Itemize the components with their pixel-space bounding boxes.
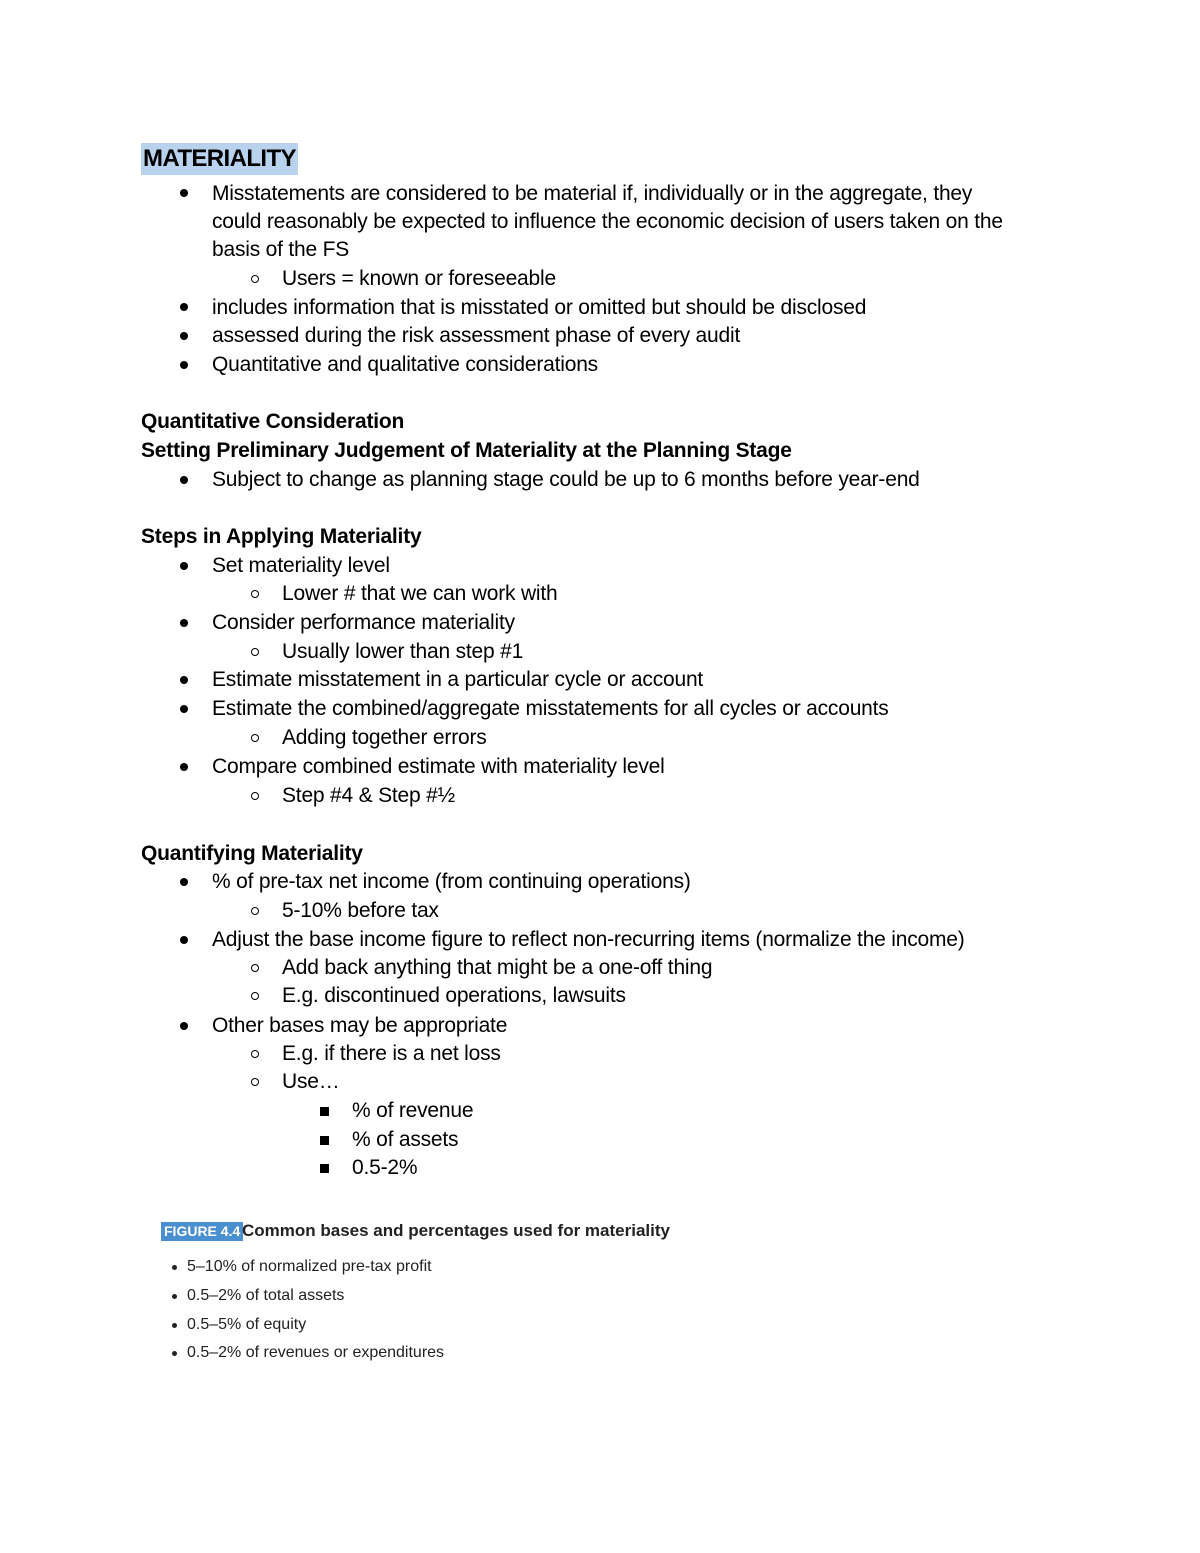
bullet-icon xyxy=(180,1022,188,1030)
sub-bullet-icon xyxy=(251,1050,259,1058)
sub-list-item: Adding together errors xyxy=(282,726,487,749)
list-item: Quantitative and qualitative considerations xyxy=(212,353,598,376)
section-heading-quantifying: Quantifying Materiality xyxy=(141,842,363,865)
figure-bullet-icon xyxy=(172,1294,177,1299)
sub-sub-list-item: 0.5-2% xyxy=(352,1156,418,1179)
sub-bullet-icon xyxy=(251,992,259,1000)
list-item: assessed during the risk assessment phase of every audit xyxy=(212,324,741,347)
figure-list-item: 0.5–2% of total assets xyxy=(187,1287,345,1304)
sub-list-item: 5-10% before tax xyxy=(282,899,439,922)
bullet-icon xyxy=(180,676,188,684)
sub-bullet-icon xyxy=(251,275,259,283)
sub-bullet-icon xyxy=(251,907,259,915)
list-item: Other bases may be appropriate xyxy=(212,1014,508,1037)
square-bullet-icon xyxy=(320,1107,329,1116)
list-item: Subject to change as planning stage could be up to 6 months before year-end xyxy=(212,468,920,491)
subsection-heading-preliminary: Setting Preliminary Judgement of Materiality at the Planning Stage xyxy=(141,439,792,462)
bullet-icon xyxy=(180,361,188,369)
bullet-icon xyxy=(180,763,188,771)
sub-bullet-icon xyxy=(251,964,259,972)
sub-list-item: Use… xyxy=(282,1070,340,1093)
figure-label: FIGURE 4.4 xyxy=(161,1222,243,1241)
bullet-icon xyxy=(180,562,188,570)
square-bullet-icon xyxy=(320,1164,329,1173)
list-item: Misstatements are considered to be material if, individually or in the aggregate, they xyxy=(212,182,973,205)
sub-list-item: E.g. if there is a net loss xyxy=(282,1042,501,1065)
sub-bullet-icon xyxy=(251,792,259,800)
bullet-icon xyxy=(180,705,188,713)
bullet-icon xyxy=(180,878,188,886)
sub-list-item: Usually lower than step #1 xyxy=(282,640,524,663)
list-item: Consider performance materiality xyxy=(212,611,515,634)
figure-list-item: 0.5–5% of equity xyxy=(187,1316,307,1333)
bullet-icon xyxy=(180,189,188,197)
sub-bullet-icon xyxy=(251,1078,259,1086)
list-item-continuation: basis of the FS xyxy=(212,238,350,261)
figure-list-item: 0.5–2% of revenues or expenditures xyxy=(187,1344,445,1361)
list-item: Set materiality level xyxy=(212,554,390,577)
list-item: includes information that is misstated or omitted but should be disclosed xyxy=(212,296,867,319)
bullet-icon xyxy=(180,303,188,311)
list-item: Estimate misstatement in a particular cycle or account xyxy=(212,668,704,691)
figure-bullet-icon xyxy=(172,1351,177,1356)
figure-bullet-icon xyxy=(172,1265,177,1270)
sub-sub-list-item: % of revenue xyxy=(352,1099,474,1122)
list-item: % of pre-tax net income (from continuing operations) xyxy=(212,870,691,893)
sub-bullet-icon xyxy=(251,734,259,742)
list-item: Adjust the base income figure to reflect non-recurring items (normalize the income) xyxy=(212,928,965,951)
bullet-icon xyxy=(180,476,188,484)
bullet-icon xyxy=(180,332,188,340)
figure-title: Common bases and percentages used for materiality xyxy=(242,1221,670,1240)
sub-list-item: Lower # that we can work with xyxy=(282,582,558,605)
list-item: Compare combined estimate with materiality level xyxy=(212,755,665,778)
sub-sub-list-item: % of assets xyxy=(352,1128,459,1151)
sub-bullet-icon xyxy=(251,648,259,656)
figure-list-item: 5–10% of normalized pre-tax profit xyxy=(187,1258,432,1275)
square-bullet-icon xyxy=(320,1136,329,1145)
figure-bullet-icon xyxy=(172,1323,177,1328)
bullet-icon xyxy=(180,936,188,944)
sub-list-item: Users = known or foreseeable xyxy=(282,267,556,290)
sub-list-item: E.g. discontinued operations, lawsuits xyxy=(282,984,626,1007)
list-item: Estimate the combined/aggregate misstatements for all cycles or accounts xyxy=(212,697,889,720)
list-item-continuation: could reasonably be expected to influence the economic decision of users taken on the xyxy=(212,210,1003,233)
page-title: MATERIALITY xyxy=(141,143,298,175)
sub-list-item: Step #4 & Step #½ xyxy=(282,784,455,807)
section-heading-steps: Steps in Applying Materiality xyxy=(141,525,422,548)
section-heading-quantitative: Quantitative Consideration xyxy=(141,410,405,433)
bullet-icon xyxy=(180,619,188,627)
sub-list-item: Add back anything that might be a one-off thing xyxy=(282,956,713,979)
sub-bullet-icon xyxy=(251,590,259,598)
